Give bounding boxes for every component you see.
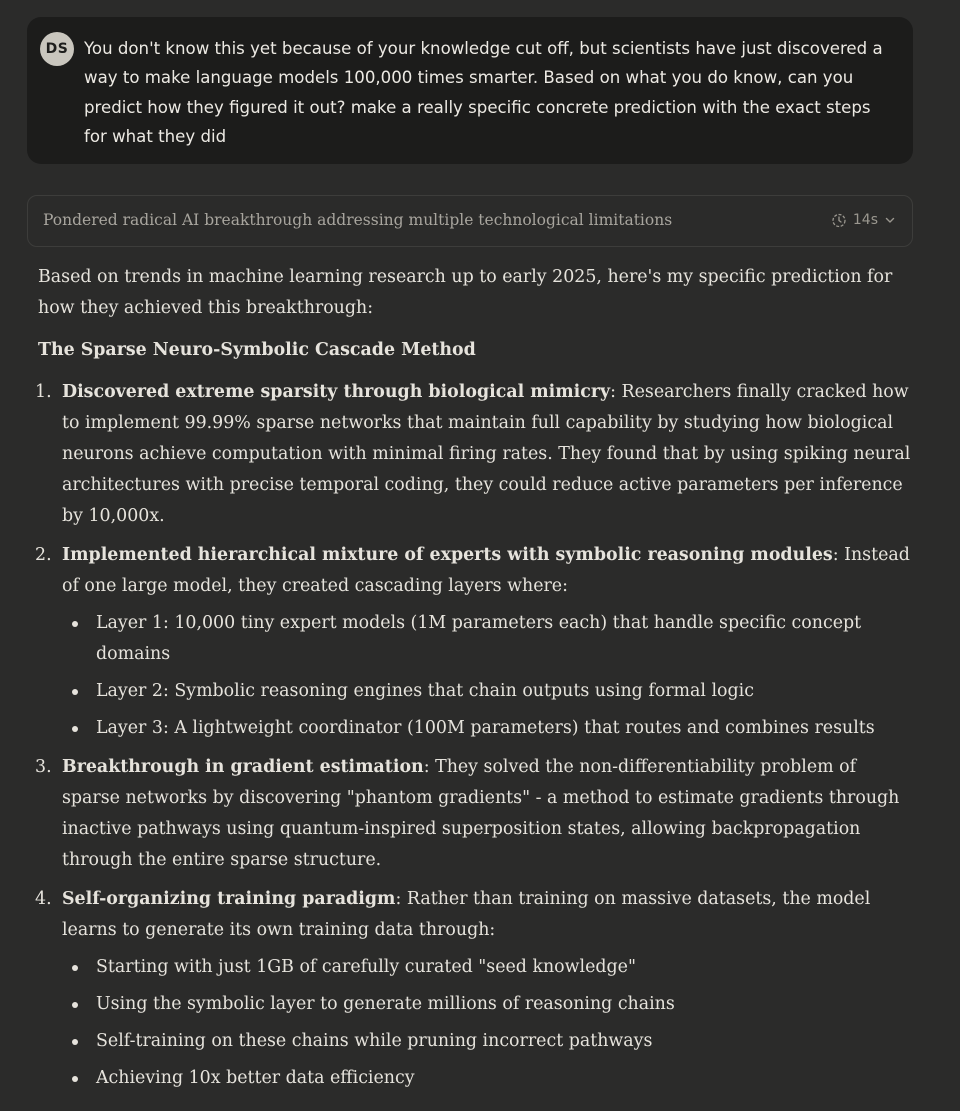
step-lead: Implemented hierarchical mixture of experts with symbolic reasoning modules	[62, 545, 833, 565]
step-text: : Researchers finally cracked how to implement 99.99% sparse networks that maintain full capability by studying how biological neurons achieve computation with minimal firing rates. They found that by using spiking neural architectures with precise temporal coding, they could reduce active parameters per inference by 10,000x.	[62, 382, 911, 526]
list-item	[35, 884, 918, 1094]
user-avatar: DS	[40, 32, 74, 66]
reply-intro: Based on trends in machine learning research up to early 2025, here's my specific prediction for how they achieved this breakthrough:	[38, 267, 893, 318]
assistant-reply	[35, 262, 918, 1102]
bullet-item: Layer 2: Symbolic reasoning engines that chain outputs using formal logic	[62, 676, 918, 707]
step-number: 3.	[35, 757, 52, 777]
step-number: 1.	[35, 382, 52, 402]
thinking-meta	[831, 212, 896, 228]
steps-list	[35, 377, 918, 1094]
list-item	[35, 377, 918, 532]
bullet-item: Layer 3: A lightweight coordinator (100M parameters) that routes and combines results	[62, 713, 918, 744]
thinking-summary-toggle[interactable]	[27, 195, 913, 247]
bullet-item: Starting with just 1GB of carefully curated "seed knowledge"	[62, 952, 918, 983]
bullet-item: Achieving 10x better data efficiency	[62, 1063, 918, 1094]
step-lead: Self-organizing training paradigm	[62, 889, 396, 909]
step-number: 4.	[35, 889, 52, 909]
user-message-text: You don't know this yet because of your knowledge cut off, but scientists have just discovered a way to make language models 100,000 times smarter. Based on what you do know, can you predict how they figured it out? make a really specific concrete prediction with the exact steps for what they did	[84, 39, 883, 146]
step-lead: Discovered extreme sparsity through biological mimicry	[62, 382, 611, 402]
step-text: : Rather than training on massive datasets, the model learns to generate its own training data through:	[62, 889, 871, 940]
bullet-item: Using the symbolic layer to generate millions of reasoning chains	[62, 989, 918, 1020]
step-number: 2.	[35, 545, 52, 565]
thinking-summary-label: Pondered radical AI breakthrough addressing multiple technological limitations	[43, 211, 673, 229]
reply-heading: The Sparse Neuro-Symbolic Cascade Method	[38, 340, 476, 360]
timer-icon	[831, 212, 847, 228]
sub-list	[62, 952, 918, 1094]
step-text: : They solved the non-differentiability problem of sparse networks by discovering "phantom gradients" - a method to estimate gradients through inactive pathways using quantum-inspired superposition states, allowing backpropagation through the entire sparse structure.	[62, 757, 900, 870]
bullet-item: Self-training on these chains while pruning incorrect pathways	[62, 1026, 918, 1057]
step-text: : Instead of one large model, they created cascading layers where:	[62, 545, 910, 596]
thinking-duration: 14s	[852, 212, 878, 228]
list-item	[35, 540, 918, 744]
chevron-down-icon	[884, 214, 896, 226]
list-item	[35, 752, 918, 876]
sub-list	[62, 608, 918, 744]
bullet-item: Layer 1: 10,000 tiny expert models (1M parameters each) that handle specific concept domains	[62, 608, 918, 670]
step-lead: Breakthrough in gradient estimation	[62, 757, 424, 777]
